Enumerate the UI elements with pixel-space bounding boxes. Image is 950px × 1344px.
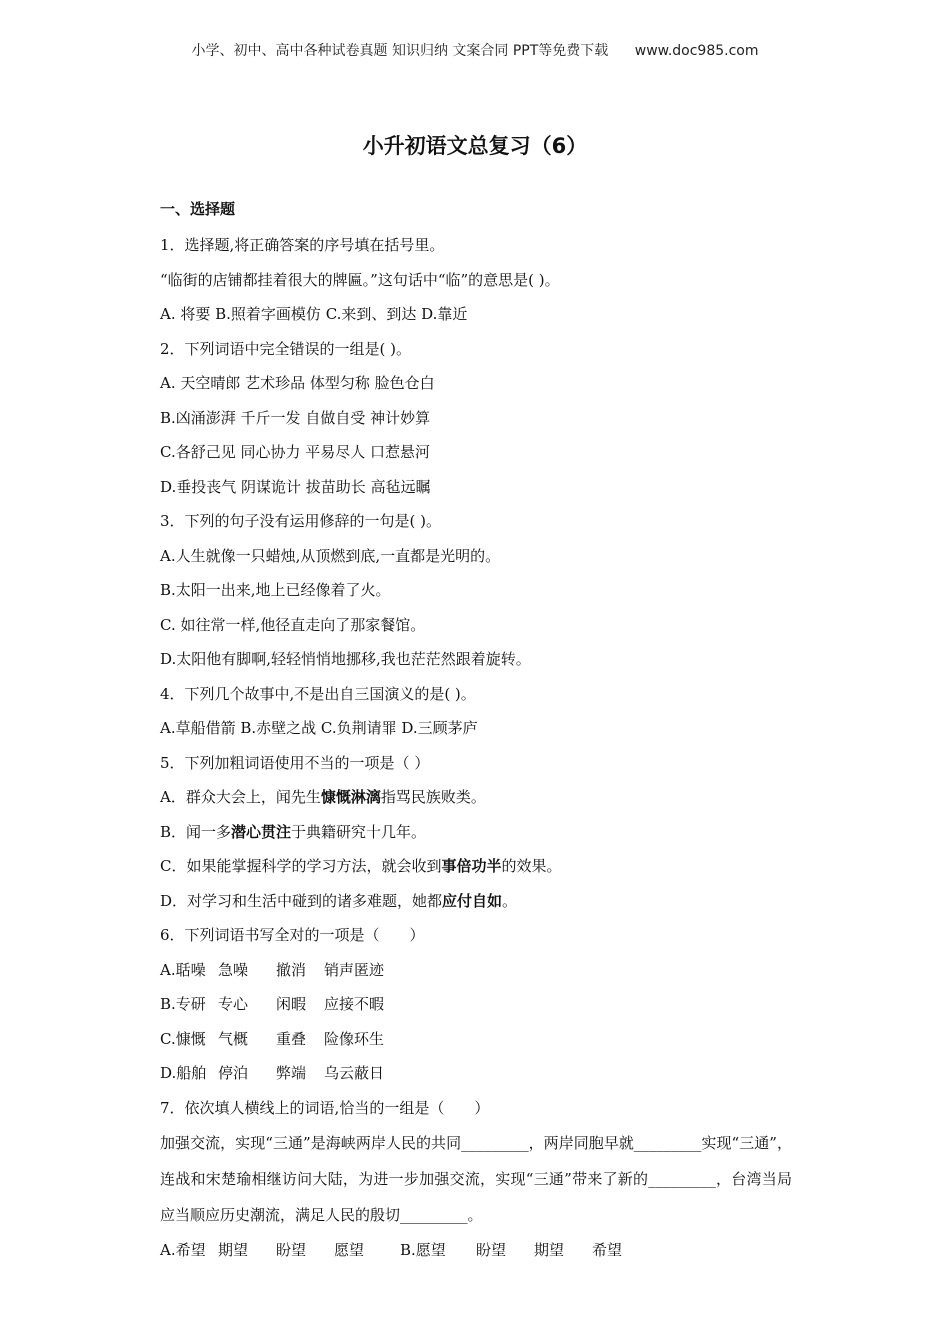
q7-b-word-4: 希望: [592, 1241, 623, 1259]
q5-a-keyword: 慷慨淋漓: [320, 788, 381, 806]
q6-d-word-2: 停泊: [218, 1064, 249, 1082]
q6-d-word-3: 弊端: [276, 1064, 307, 1082]
q6-c-word-2: 气概: [218, 1029, 249, 1048]
q5-c-keyword: 事倍功半: [441, 857, 502, 875]
q3-option-a: A.人生就像一只蜡烛,从顶燃到底,一直都是光明的。: [160, 546, 501, 565]
q1-sub: “临街的店铺都挂着很大的牌匾。”这句话中“临”的意思是( )。: [160, 270, 560, 289]
q3-option-c: C. 如往常一样,他径直走向了那家餐馆。: [160, 615, 426, 634]
q7-stem: 7．依次填人横线上的词语,恰当的一组是（ ）: [160, 1098, 490, 1117]
q7-a-word-4: 愿望: [334, 1241, 365, 1259]
q6-d-word-1: D.船舶: [160, 1064, 207, 1082]
page-header: [0, 40, 950, 60]
q6-option-b: [160, 987, 792, 1022]
q5-d-suffix: 。: [502, 891, 518, 910]
q6-b-word-3: 闲暇: [276, 995, 307, 1013]
q3-stem: 3．下列的句子没有运用修辞的一句是( )。: [160, 512, 442, 530]
q2-stem: 2．下列词语中完全错误的一组是( )。: [160, 339, 412, 358]
q6-d-word-4: 乌云蔽日: [324, 1064, 385, 1082]
q5-option-d: [160, 884, 792, 919]
q5-b-suffix: 于典籍研究十几年。: [291, 822, 427, 841]
q5-c-suffix: 的效果。: [501, 857, 562, 875]
section-heading: 一、选择题: [160, 200, 236, 218]
q4-options: A.草船借箭 B.赤壁之战 C.负荆请罪 D.三顾茅庐: [160, 719, 478, 737]
q1-options: A. 将要 B.照着字画模仿 C.来到、到达 D.靠近: [160, 305, 468, 323]
q3-option-b: B.太阳一出来,地上已经像着了火。: [160, 581, 391, 599]
q2-option-b: B.凶涌澎湃 千斤一发 自做自受 神计妙算: [160, 408, 431, 427]
q5-c-prefix: C．如果能掌握科学的学习方法，就会收到: [160, 857, 442, 875]
q7-b-word-3: 期望: [534, 1241, 565, 1259]
q7-a-word-1: A.希望: [160, 1241, 206, 1259]
q5-d-prefix: D．对学习和生活中碰到的诸多难题，她都: [160, 891, 443, 910]
q2-option-c: C.各舒己见 同心协力 平易尽人 口惹悬河: [160, 443, 431, 461]
q5-option-b: [160, 815, 792, 850]
q6-c-word-4: 险像环生: [324, 1029, 385, 1048]
page-title: 小升初语文总复习（6）: [362, 134, 588, 158]
q5-a-prefix: A．群众大会上，闻先生: [160, 788, 321, 806]
header-text: 小学、初中、高中各种试卷真题 知识归纳 文案合同 PPT等免费下载: [191, 43, 609, 59]
q7-options: [160, 1233, 792, 1268]
q3-option-d: D.太阳他有脚啊,轻轻悄悄地挪移,我也茫茫然跟着旋转。: [160, 650, 531, 668]
q7-b-word-2: 盼望: [476, 1241, 507, 1259]
q5-b-prefix: B．闻一多: [160, 822, 232, 841]
q6-c-word-3: 重叠: [276, 1029, 307, 1048]
q6-a-word-4: 销声匿迹: [324, 960, 385, 979]
q6-a-word-3: 撤消: [276, 960, 307, 979]
q6-a-word-2: 急噪: [218, 960, 249, 979]
q6-b-word-1: B.专研: [160, 995, 206, 1013]
q6-option-d: [160, 1056, 792, 1091]
q6-c-word-1: C.慷慨: [160, 1029, 206, 1048]
q6-b-word-2: 专心: [218, 995, 249, 1013]
q2-option-a: A. 天空晴郎 艺术珍品 体型匀称 脸色仓白: [160, 374, 435, 392]
q7-a-word-2: 期望: [218, 1241, 249, 1259]
q5-b-keyword: 潜心贯注: [231, 822, 292, 841]
q5-a-suffix: 指骂民族败类。: [380, 788, 486, 806]
q2-option-d: D.垂投丧气 阴谋诡计 拔苗助长 高毡远瞩: [160, 477, 431, 496]
q6-a-word-1: A.聒噪: [160, 960, 206, 979]
q5-d-keyword: 应付自如: [442, 891, 503, 910]
question-list: [160, 228, 792, 1268]
q4-stem: 4．下列几个故事中,不是出自三国演义的是( )。: [160, 684, 476, 703]
q6-stem: 6．下列词语书写全对的一项是（ ）: [160, 926, 425, 944]
q6-b-word-4: 应接不暇: [324, 995, 385, 1013]
q7-passage: 加强交流，实现“三通”是海峡两岸人民的共同_________，两岸同胞早就_________实现“三通”，连战和宋楚瑜相继访问大陆，为进一步加强交流，实现“三通”带来了新的_________，台湾当局应当顺应历史潮流，满足人民的殷切_________。: [160, 1134, 792, 1224]
header-site[interactable]: www.doc985.com: [634, 43, 759, 59]
q5-option-a: [160, 780, 792, 815]
q7-a-word-3: 盼望: [276, 1241, 307, 1259]
q7-b-word-1: B.愿望: [400, 1241, 446, 1259]
q1-stem: 1．选择题,将正确答案的序号填在括号里。: [160, 236, 445, 254]
q6-option-a: [160, 953, 792, 988]
q5-option-c: [160, 849, 792, 884]
q5-stem: 5．下列加粗词语使用不当的一项是（ ）: [160, 753, 430, 772]
q6-option-c: [160, 1022, 792, 1057]
